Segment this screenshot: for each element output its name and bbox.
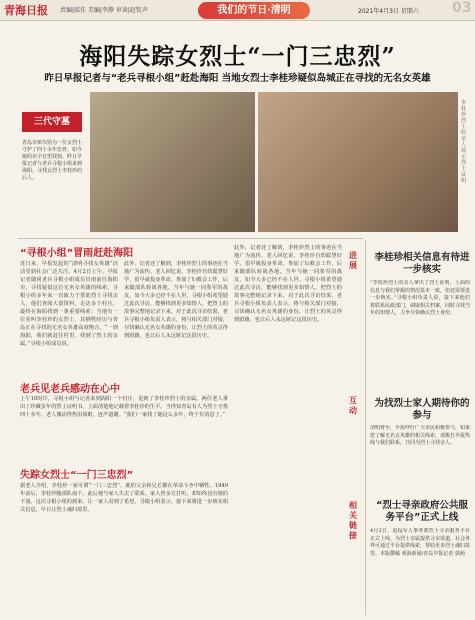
photo-elderly-couple [90,92,255,232]
section-1-text-continued: 此外，记者还了解到，李桂珍烈士的事迹在当地广为流传。老人回忆说，李桂珍自幼聪慧好学，很早就投身革命，参加了妇救会工作，后来随部队转战各地。当年与她一同参军的战友，如今大多已经不在人世。寻根小组希望通过此次寻访，能够找到更多知情人，把烈士的故事完整地记录下来。对于此次寻访结果，老兵寻根小组负责人表示，将与相关部门对接，尽快确认无名女英雄的身份，让烈士的英灵得到慰藉，也让后人永远铭记这段历史。 [124,261,228,339]
section-title-1: “寻根小组”冒雨赶赴海阳 [20,248,134,259]
sidebar-text-interact: 清明将至，早报呼吁广大市民积极参与，如果您了解无名女英雄的相关线索，请拨打早报热线与我们联系，共同为烈士寻找亲人。 [370,425,470,446]
sidebar-title-interact: 为找烈士家人期待你的参与 [374,398,470,421]
sidebar-tag-related: 相关链接 [349,500,357,540]
masthead-bar [0,0,475,21]
photo-certificate [258,92,458,232]
section-title-2: 老兵见老兵感动在心中 [20,384,120,395]
section-2-text: 上午10时许，寻根小组与记者来到海阳一个村庄，见到了李桂珍烈士的亲属。两位老人拿出了珍藏多年的烈士证明书，上面清楚地记载着李桂珍的生平。当得知青岛有人为烈士守墓四十多年，老人激动得热泪盈眶，连声道谢。“我们一家找了她这么多年，终于有消息了。” [20,396,228,418]
column-divider [365,240,366,615]
photo-caption: 李桂珍烈士的亲人展示烈士证明 [461,100,467,184]
sidebar-tag-progress: 进展 [349,250,357,270]
section-3-text: 据老人介绍，李桂珍一家可谓“一门三忠烈”，她的父亲和兄长都在革命斗争中牺牲。1949年前后，李桂珍随部队南下，此后便与家人失去了联系。家人曾多方打听，却始终没有她的下落。这次寻根小组的到来，让一家人看到了希望。寻根小组表示，接下来将进一步核实相关信息，早日让烈士魂归故里。 [20,483,228,513]
divider [18,238,363,239]
sidebar-title-progress: 李桂珍相关信息有待进一步核实 [374,252,470,275]
newspaper-logo: 青海日报 [4,4,48,17]
section-1-text: 近日来，早报发起的“清明寻找女英雄”活动受到社会广泛关注。4月2日上午，早报记者随同老兵寻根小组成员冒雨前往海阳市，寻找疑似这位无名女英雄的线索。寻根小组多年来一直致力于帮助烈士寻找亲人，他们查阅大量资料，走访多个村庄，最终在海阳找到一条重要线索：当地有一位名叫李桂珍的女烈士，其牺牲经历与青岛正在寻找的无名女英雄高度吻合。“一到海阳，我们就赶往村里，找到了烈士的亲属。”寻根小组成员说。 [20,261,118,347]
section-title-3: 失踪女烈士“一门三忠烈” [20,470,134,481]
sidebar-text-related: 4月2日，退役军人事务部烈士寻亲服务平台正式上线，为烈士亲属提供寻亲渠道，社会各界可通过平台提供线索，帮助更多烈士魂归故里。本版撰稿 观海新闻/青岛早报记者 郭萌 [370,528,470,557]
sidebar-text-progress: “李桂珍烈士的亲人拿出了烈士证明，上面的信息与我们掌握的情况基本一致，但还需要进一步核实。”寻根小组负责人说，接下来他们将联系民政部门，调取相关档案，同时寻找当年的知情人，力争尽快确认烈士身份。 [370,280,470,316]
page-number: 03 [452,0,472,16]
sidebar-tag-interact: 互动 [349,395,357,415]
intro-text: 青岛市殡仪馆为一位女烈士守护了四十余年忠骨，如今她的名字有望找到。昨日早报记者与老兵寻根小组来到海阳，寻找女烈士李桂珍的后人。 [22,140,83,181]
feature-banner: 三代守墓 [22,112,82,132]
sidebar-title-related: “烈士寻亲政府公共服务平台”正式上线 [376,500,468,523]
section-title: 我们的节日·清明 [198,2,310,19]
editor-credits: 责编|邱佳 美编|李静 审读|赵钦声 [60,7,148,14]
subheadline: 昨日早报记者与“老兵寻根小组”赶赴海阳 当地女烈士李桂珍疑似岛城正在寻找的无名女英雄 [44,73,431,84]
column-text-right: 此外，记者还了解到，李桂珍烈士的事迹在当地广为流传。老人回忆说，李桂珍自幼聪慧好学，很早就投身革命，参加了妇救会工作，后来随部队转战各地。当年与她一同参军的战友，如今大多已经不在人世。寻根小组希望通过此次寻访，能够找到更多知情人，把烈士的故事完整地记录下来。对于此次寻访结果，老兵寻根小组负责人表示，将与相关部门对接，尽快确认无名女英雄的身份，让烈士的英灵得到慰藉，也让后人永远铭记这段历史。 [234,245,342,323]
headline: 海阳失踪女烈士“一门三忠烈” [79,43,396,70]
issue-date: 2021年4月3日 星期六 [358,8,419,15]
